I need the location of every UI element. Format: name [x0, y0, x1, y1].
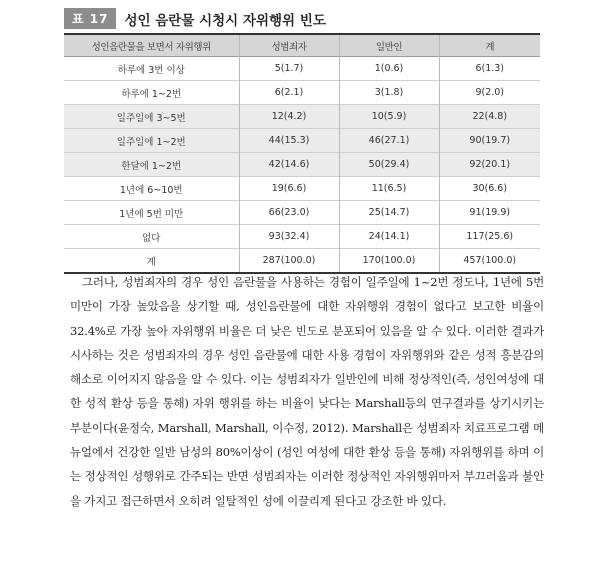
- table-caption: [64, 8, 326, 29]
- row-label: 일주일에 3~5번: [64, 105, 239, 129]
- table-header-row: [64, 34, 540, 57]
- cell-offenders: 5(1.7): [239, 57, 339, 81]
- cell-offenders: 287(100.0): [239, 249, 339, 274]
- frequency-table: [64, 33, 540, 274]
- cell-total: 90(19.7): [439, 129, 540, 153]
- cell-offenders: 42(14.6): [239, 153, 339, 177]
- cell-total: 6(1.3): [439, 57, 540, 81]
- cell-general: 3(1.8): [339, 81, 439, 105]
- cell-offenders: 12(4.2): [239, 105, 339, 129]
- header-offenders: 성범죄자: [239, 34, 339, 57]
- table-title: 성인 음란물 시청시 자위행위 빈도: [124, 12, 326, 29]
- table-row: [64, 81, 540, 105]
- header-general: 일반인: [339, 34, 439, 57]
- cell-total: 9(2.0): [439, 81, 540, 105]
- row-label: 하루에 3번 이상: [64, 57, 239, 81]
- body-text: [70, 270, 544, 513]
- table-number-tag: 표 17: [64, 8, 116, 29]
- table-row: [64, 177, 540, 201]
- cell-general: 170(100.0): [339, 249, 439, 274]
- table-row: [64, 225, 540, 249]
- cell-total: 22(4.8): [439, 105, 540, 129]
- cell-general: 25(14.7): [339, 201, 439, 225]
- table-row: [64, 201, 540, 225]
- cell-offenders: 6(2.1): [239, 81, 339, 105]
- row-label: 일주일에 1~2번: [64, 129, 239, 153]
- cell-total: 117(25.6): [439, 225, 540, 249]
- cell-total: 457(100.0): [439, 249, 540, 274]
- cell-general: 50(29.4): [339, 153, 439, 177]
- row-label: 하루에 1~2번: [64, 81, 239, 105]
- cell-total: 91(19.9): [439, 201, 540, 225]
- cell-offenders: 44(15.3): [239, 129, 339, 153]
- header-category: 성인음란물을 보면서 자위행위: [64, 34, 239, 57]
- cell-offenders: 19(6.6): [239, 177, 339, 201]
- cell-total: 30(6.6): [439, 177, 540, 201]
- cell-offenders: 93(32.4): [239, 225, 339, 249]
- cell-total: 92(20.1): [439, 153, 540, 177]
- table-row: [64, 129, 540, 153]
- cell-general: 24(14.1): [339, 225, 439, 249]
- cell-general: 1(0.6): [339, 57, 439, 81]
- header-total: 계: [439, 34, 540, 57]
- row-label: 1년에 6~10번: [64, 177, 239, 201]
- body-paragraph: 그러나, 성범죄자의 경우 성인 음란물을 사용하는 경험이 일주일에 1~2번 정도나, 1년에 5번 미만이 가장 높았음을 상기할 때, 성인음란물에 대한 자위행위 경험이 없다고 보고한 비율이 32.4%로 가장 높아 자위행위 비율은 더 낮은 빈도로 분포되어 있음을 알 수 있다. 이러한 결과가 시사하는 것은 성범죄자의 경우 성인 음란물에 대한 사용 경험이 자위행위와 같은 성적 흥분감의 해소로 이어지지 않음을 알 수 있다. 이는 성범죄자가 일반인에 비해 정상적인(즉, 성인여성에 대한 성적 환상 등을 통해) 자위 행위를 하는 비율이 낮다는 Marshall등의 연구결과를 상기시키는 부분이다(윤정숙, Marshall, Marshall, 이수정, 2012). Marshall은 성범죄자 치료프로그램 메뉴얼에서 건강한 일반 남성의 80%이상이 (성인 여성에 대한 환상 등을 통해) 자위행위를 하며 이는 정상적인 성행위로 간주되는 반면 성범죄자는 이러한 정상적인 자위행위마저 부끄러움과 불안을 가지고 접근하면서 오히려 일탈적인 성에 이끌리게 된다고 강조한 바 있다.: [70, 275, 544, 508]
- table-row: [64, 57, 540, 81]
- row-label: 없다: [64, 225, 239, 249]
- cell-general: 46(27.1): [339, 129, 439, 153]
- cell-general: 11(6.5): [339, 177, 439, 201]
- row-label: 한달에 1~2번: [64, 153, 239, 177]
- table-row: [64, 105, 540, 129]
- table-row: [64, 153, 540, 177]
- cell-general: 10(5.9): [339, 105, 439, 129]
- row-label: 1년에 5번 미만: [64, 201, 239, 225]
- cell-offenders: 66(23.0): [239, 201, 339, 225]
- row-label: 계: [64, 249, 239, 274]
